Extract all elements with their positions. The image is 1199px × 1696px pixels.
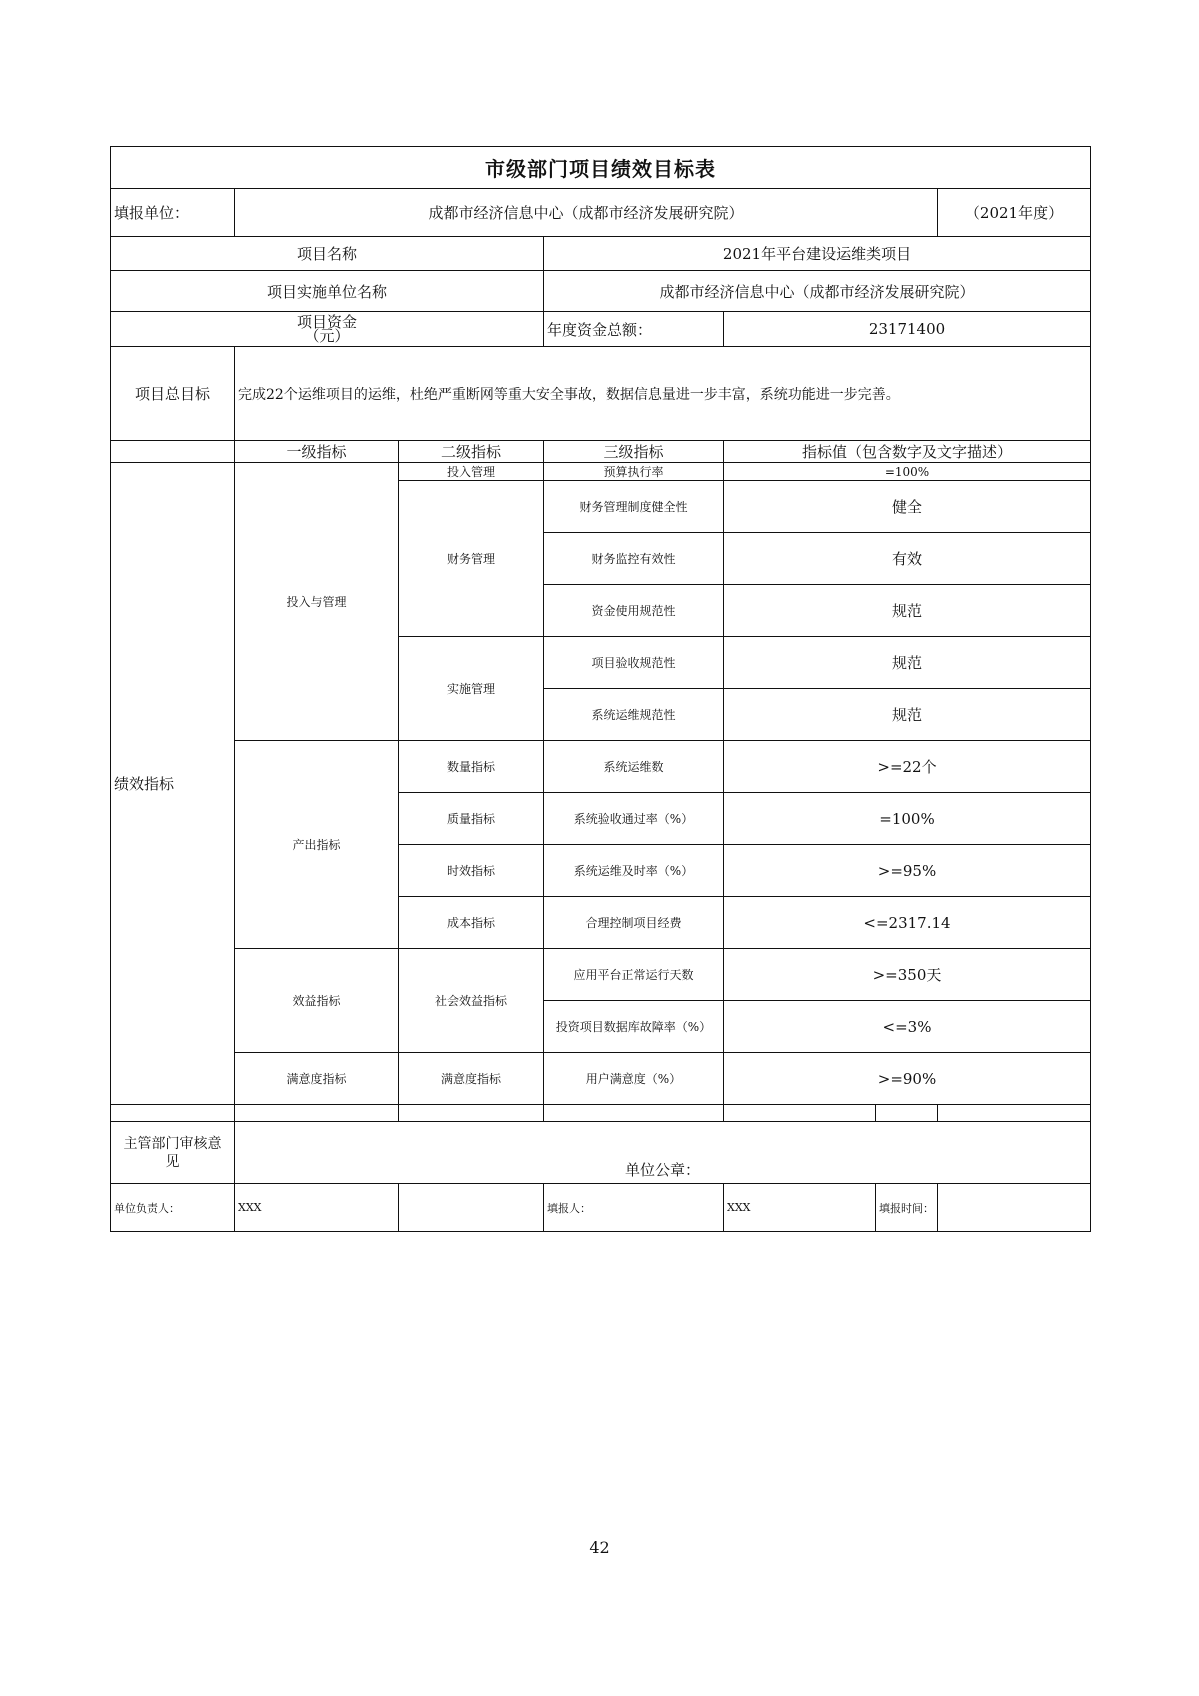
date-value [938,1184,1091,1232]
impl-unit-row [111,271,1091,312]
signature-row [111,1184,1091,1232]
indicator-name: 系统验收通过率（%） [544,793,724,845]
goal-row [111,347,1091,441]
indicator-header-row [111,441,1091,463]
impl-unit-label: 项目实施单位名称 [111,271,544,312]
indicator-name: 系统运维规范性 [544,689,724,741]
spacer-cell [111,1105,235,1122]
header-level3: 三级指标 [544,441,724,463]
indicator-value: =100% [724,793,1091,845]
indicator-value: >=95% [724,845,1091,897]
project-name-row [111,237,1091,271]
goal-label: 项目总目标 [111,347,235,441]
fund-label-line2: （元） [304,327,350,345]
spacer-cell [235,1105,399,1122]
indicator-name: 系统运维数 [544,741,724,793]
project-name-label: 项目名称 [111,237,544,271]
indicator-row [111,741,1091,793]
indicator-name: 财务管理制度健全性 [544,481,724,533]
fill-unit-value: 成都市经济信息中心（成都市经济发展研究院） [235,189,938,237]
indicator-name: 资金使用规范性 [544,585,724,637]
spacer-row [111,1105,1091,1122]
subgroup-cost: 成本指标 [399,897,544,949]
fund-label [111,312,544,347]
indicator-name: 应用平台正常运行天数 [544,949,724,1001]
blank-cell [399,1184,544,1232]
indicator-value: >=350天 [724,949,1091,1001]
fill-unit-label: 填报单位： [111,189,235,237]
indicator-value: =100% [724,463,1091,481]
fund-row [111,312,1091,347]
indicator-value: >=90% [724,1053,1091,1105]
indicator-value: <=2317.14 [724,897,1091,949]
perf-label: 绩效指标 [111,463,235,1105]
annual-fund-label: 年度资金总额： [544,312,724,347]
group-output: 产出指标 [235,741,399,949]
spacer-cell [399,1105,544,1122]
header-value: 指标值（包含数字及文字描述） [724,441,1091,463]
subgroup-impl: 实施管理 [399,637,544,741]
indicator-row [111,949,1091,1001]
indicator-name: 系统运维及时率（%） [544,845,724,897]
indicator-value: 规范 [724,637,1091,689]
unit-stamp: 单位公章： [235,1122,1091,1184]
spacer-cell [876,1105,938,1122]
group-satisfaction: 满意度指标 [235,1053,399,1105]
indicator-value: 规范 [724,585,1091,637]
filler-value: XXX [724,1184,876,1232]
indicator-name: 用户满意度（%） [544,1053,724,1105]
leader-value: XXX [235,1184,399,1232]
review-label: 主管部门审核意见 [111,1122,235,1184]
subgroup-input-mgmt: 投入管理 [399,463,544,481]
form-table [110,146,1091,1232]
subgroup-quality: 质量指标 [399,793,544,845]
subgroup-satisfaction: 满意度指标 [399,1053,544,1105]
leader-label: 单位负责人： [111,1184,235,1232]
date-label: 填报时间： [876,1184,938,1232]
group-input: 投入与管理 [235,463,399,741]
indicator-value: >=22个 [724,741,1091,793]
indicator-name: 财务监控有效性 [544,533,724,585]
filler-label: 填报人： [544,1184,724,1232]
spacer-cell [544,1105,724,1122]
indicator-name: 投资项目数据库故障率（%） [544,1001,724,1053]
indicator-value: 规范 [724,689,1091,741]
review-row [111,1122,1091,1184]
page-number: 42 [589,1538,610,1557]
indicator-row [111,1053,1091,1105]
header-blank [111,441,235,463]
subgroup-finance: 财务管理 [399,481,544,637]
group-benefit: 效益指标 [235,949,399,1053]
fill-year: （2021年度） [938,189,1091,237]
impl-unit-value: 成都市经济信息中心（成都市经济发展研究院） [544,271,1091,312]
indicator-value: 有效 [724,533,1091,585]
title-row [111,147,1091,189]
indicator-value: <=3% [724,1001,1091,1053]
goal-value: 完成22个运维项目的运维，杜绝严重断网等重大安全事故，数据信息量进一步丰富，系统功能进一步完善。 [235,347,1091,441]
annual-fund-value: 23171400 [724,312,1091,347]
header-level2: 二级指标 [399,441,544,463]
subgroup-quantity: 数量指标 [399,741,544,793]
indicator-value: 健全 [724,481,1091,533]
fill-unit-row [111,189,1091,237]
subgroup-social: 社会效益指标 [399,949,544,1053]
spacer-cell [724,1105,876,1122]
spacer-cell [938,1105,1091,1122]
project-name-value: 2021年平台建设运维类项目 [544,237,1091,271]
indicator-row [111,463,1091,481]
subgroup-timeliness: 时效指标 [399,845,544,897]
indicator-name: 项目验收规范性 [544,637,724,689]
form-title: 市级部门项目绩效目标表 [111,147,1091,189]
performance-target-form [110,146,1090,1232]
indicator-name: 预算执行率 [544,463,724,481]
header-level1: 一级指标 [235,441,399,463]
indicator-name: 合理控制项目经费 [544,897,724,949]
fund-label-line1: 项目资金 [296,313,357,331]
